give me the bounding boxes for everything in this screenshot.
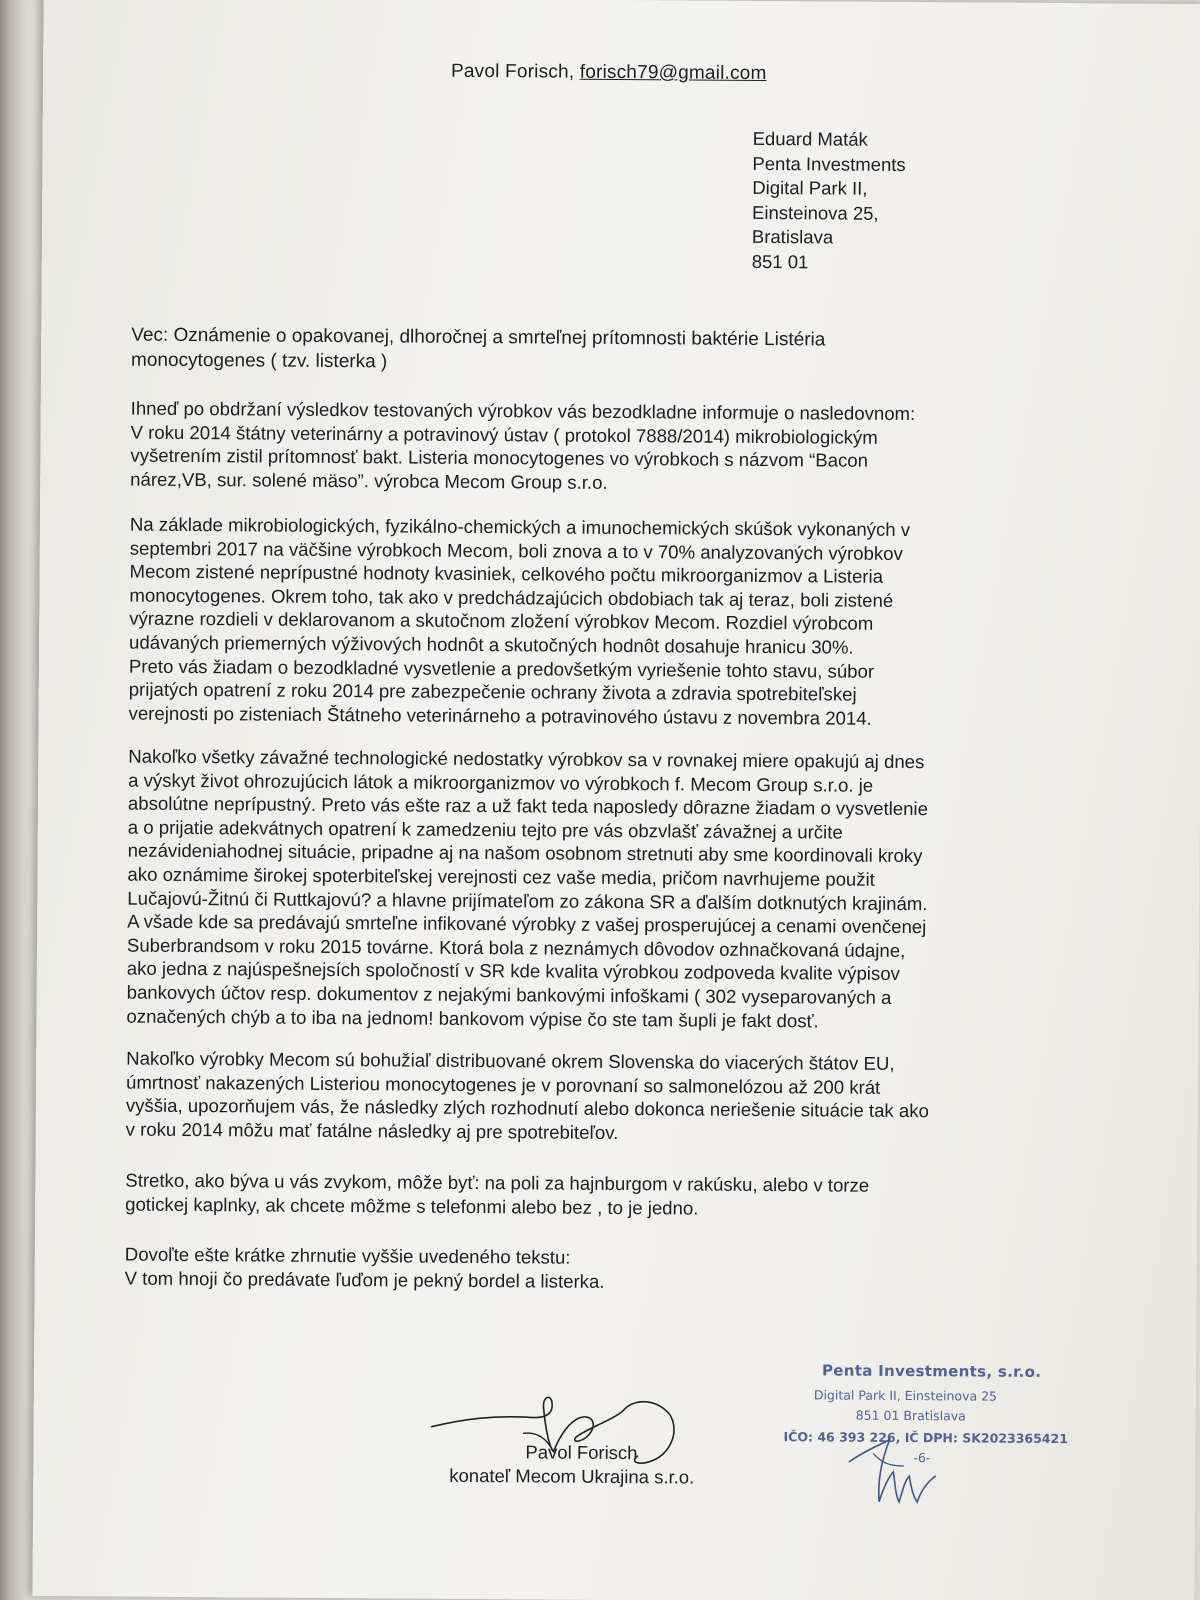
text-line: Ihneď po obdržaní výsledkov testovaných výrobkov vás bezodkladne informuje o nasledovnom: <box>130 397 916 425</box>
text-line: Nakoľko výrobky Mecom sú bohužiaľ distribuované okrem Slovenska do viacerých štátov EU, <box>126 1047 895 1074</box>
signature-block <box>423 1389 844 1532</box>
recipient-line: Einsteinova 25, <box>752 201 879 224</box>
text-line: Lučajovú-Žitnú či Ruttkajovú? a hlavne prijímateľom zo zákona SR a ďalším dotknutých krajinám. <box>127 887 928 914</box>
sender-line <box>451 61 767 85</box>
text-line: v roku 2014 môžu mať fatálne následky aj pre spotrebiteľov. <box>125 1118 619 1143</box>
subject-line: Vec: Oznámenie o opakovanej, dlhoročnej a smrteľnej prítomnosti baktérie Listéria <box>131 324 826 351</box>
signatory-role: konateľ Mecom Ukrajina s.r.o. <box>449 1464 695 1488</box>
letter-content <box>32 0 1200 1600</box>
paragraph-2 <box>129 513 1080 732</box>
paragraph-4 <box>126 1047 1077 1148</box>
text-line: výrazne rozdieli v deklarovanom a skutočnom zložení výrobkov Mecom. Rozdiel výrobcom <box>129 607 874 635</box>
text-line: V tom hnoji čo predávate ľuďom je pekný bordel a listerka. <box>124 1267 605 1292</box>
text-line: udávaných priemerných výživových hodnôt a skutočných hodnôt dosahuje hranicu 30%. <box>129 631 854 658</box>
recipient-line: Penta Investments <box>752 152 906 175</box>
text-line: verejnosti po zisteniach Štátneho veterinárneho a potravinového ústavu z novembra 2014. <box>128 702 872 729</box>
text-line: vyšetrením zistil prítomnosť bakt. Listeria monocytogenes vo výrobkoch s názvom “Bacon <box>130 444 869 471</box>
text-line: Na základe mikrobiologických, fyzikálno-chemických a imunochemických skúšok vykonaných v <box>129 513 911 541</box>
recipient-line: Bratislava <box>751 225 834 248</box>
stamp-address-line: 851 01 Bratislava <box>855 1407 966 1424</box>
stamp-number: -6- <box>913 1450 931 1466</box>
signatory-name: Pavol Forisch <box>525 1441 638 1464</box>
text-line: Preto vás žiadam o bezodkladné vysvetlenie a predovšetkým vyriešenie tohto stavu, súbor <box>128 655 875 682</box>
recipient-address <box>752 127 906 275</box>
recipient-line: 851 01 <box>751 250 809 272</box>
text-line: V roku 2014 štátny veterinárny a potravinový ústav ( protokol 7888/2014) mikrobiologickým <box>130 421 878 448</box>
text-line: a výskyt život ohrozujúcich látok a mikroorganizmov vo výrobkoch f. Mecom Group s.r.o. je <box>128 769 874 796</box>
paragraph-6 <box>125 1243 1075 1297</box>
text-line: monocytogenes. Okrem toho, tak ako v predchádzajúcich obdobiach tak aj teraz, boli zistené <box>129 584 894 611</box>
company-stamp <box>783 1361 1068 1513</box>
stamp-address-line: Digital Park II, Einsteinova 25 <box>813 1387 998 1404</box>
text-line: nárez,VB, sur. solené mäso”. výrobca Mecom Group s.r.o. <box>130 468 608 493</box>
text-line: bankovych účtov resp. dokumentov z nejakými bankovými infoškami ( 302 vyseparovaných a <box>126 981 892 1008</box>
stamp-signature-scribble <box>843 1432 964 1513</box>
text-line: nezávideniahodnej situácie, pripadne aj na našom osobnom stretnuti aby sme koordinovali kroky <box>127 839 923 867</box>
text-line: Dovoľte ešte krátke zhrnutie vyššie uvedeného tekstu: <box>124 1243 571 1268</box>
text-line: označených chýb a to iba na jednom! bankovom výpise čo ste tam šupli je fakt dosť. <box>126 1005 819 1031</box>
text-line: prijatých opatrení z roku 2014 pre zabezpečenie ochrany života a zdravia spotrebiteľskej <box>128 678 857 705</box>
text-line: absolútne neprípustný. Preto vás ešte raz a už fakt teda naposledy dôrazne žiadam o vysvetlenie <box>127 792 929 820</box>
letter-subject <box>131 323 1011 379</box>
text-line: gotickej kaplnky, ak chcete môžme s telefonmi alebo bez , to je jedno. <box>125 1193 699 1219</box>
text-line: úmrtnosť nakazených Listeriou monocytogenes je v porovnaní so salmonelózou až 200 krát <box>125 1071 881 1098</box>
paragraph-3 <box>126 745 1078 1035</box>
text-line: ako jedna z najúspešnejsích spoločností v SR kde kvalita výrobkou zodpoveda kvalite výpisov <box>126 957 900 985</box>
recipient-line: Digital Park II, <box>752 176 868 199</box>
text-line: a o prijatie adekvátnych opatrení k zamedzeniu tejto pre vás obzvlašť závažnej a určite <box>127 816 843 843</box>
stamp-company-name: Penta Investments, s.r.o. <box>821 1361 1042 1381</box>
text-line: ako oznámime širokej spoterbiteľskej verejnosti cez vaše media, pričom navrhujeme použit <box>127 863 875 890</box>
letter-sheet <box>32 0 1200 1600</box>
paragraph-1 <box>130 397 1081 498</box>
sender-name: Pavol Forisch, <box>451 60 575 83</box>
paragraph-5 <box>125 1169 1075 1223</box>
text-line: Stretko, ako býva u vás zvykom, môže byť: na poli za hajnburgom v rakúsku, alebo v torze <box>125 1169 870 1196</box>
text-line: A všade kde sa predávajú smrteľne infikované výrobky z vašej prosperujúcej a cenami ovenčenej <box>127 910 927 938</box>
text-line: Nakoľko všetky závažné technologické nedostatky výrobkov sa v rovnakej miere opakujú aj dnes <box>128 745 925 773</box>
text-line: septembri 2017 na väčšine výrobkoch Mecom, boli znova a to v 70% analyzovaných výrobkov <box>129 537 903 564</box>
recipient-line: Eduard Maták <box>752 127 868 150</box>
subject-line: monocytogenes ( tzv. listerka ) <box>130 349 388 373</box>
sender-email-link[interactable]: forisch79@gmail.com <box>579 61 767 85</box>
text-line: Suberbrandsom v roku 2015 továrne. Ktorá bola z neznámych dôvodov ozhnačkovaná údajne, <box>126 934 906 961</box>
text-line: Mecom zistené neprípustné hodnoty kvasiniek, celkového počtu mikroorganizmov a Listeria <box>129 560 884 588</box>
text-line: vyššia, upozorňujem vás, že následky zlých rozhodnutí alebo dokonca neriešenie situácie tak ako <box>125 1094 930 1122</box>
stamp-ids: IČO: 46 393 226, IČ DPH: SK2023365421 <box>783 1429 1068 1447</box>
